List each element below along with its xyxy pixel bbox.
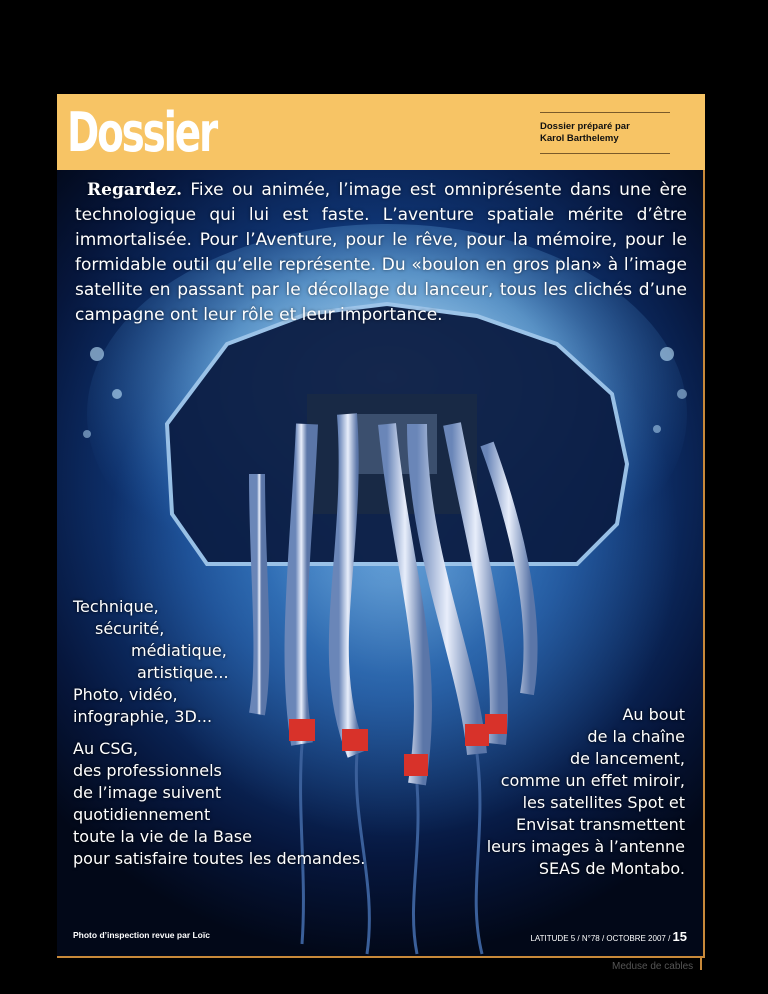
intro-body: Fixe ou animée, l’image est omniprésente dans une ère technologique qui lui est faste. L’aventure spatiale mérite d’être immortalisée. Pour l’Aventure, pour le rêve, pour la mémoire, pour le formidable outil qu’elle représente. Du «boulon en gros plan» à l’image satellite en passant par le décollage du lanceur, tous les clichés d’une campagne ont leur rôle et leur importance. bbox=[75, 180, 687, 325]
photo-credit: Photo d’inspection revue par Loïc bbox=[73, 930, 210, 940]
left-line: quotidiennement bbox=[73, 805, 211, 824]
section-header bbox=[57, 94, 705, 170]
left-line: toute la vie de la Base bbox=[73, 827, 252, 846]
credit-line-2: Karol Barthelemy bbox=[540, 133, 619, 144]
frame-bottom-rule bbox=[57, 956, 705, 958]
right-line: les satellites Spot et bbox=[522, 793, 685, 812]
left-line: Photo, vidéo, bbox=[73, 685, 178, 704]
right-line: comme un effet miroir, bbox=[500, 771, 685, 790]
folio-text: LATITUDE 5 / N°78 / OCTOBRE 2007 / bbox=[530, 934, 671, 943]
right-line: Au bout bbox=[622, 705, 685, 724]
right-text-block bbox=[487, 704, 685, 880]
intro-lead: Regardez. bbox=[87, 180, 183, 200]
left-line: médiatique, bbox=[131, 641, 227, 660]
frame-right-rule bbox=[703, 170, 705, 958]
page-number: 15 bbox=[672, 929, 687, 944]
right-line: Envisat transmettent bbox=[515, 815, 685, 834]
section-title: Dossier bbox=[67, 101, 217, 164]
left-line: artistique... bbox=[137, 663, 229, 682]
left-line: Technique, bbox=[73, 597, 159, 616]
left-line: sécurité, bbox=[95, 619, 165, 638]
caption-rule bbox=[700, 958, 702, 970]
right-line: de lancement, bbox=[569, 749, 685, 768]
left-line: infographie, 3D... bbox=[73, 707, 213, 726]
intro-paragraph bbox=[75, 178, 687, 328]
left-line: de l’image suivent bbox=[73, 783, 222, 802]
right-line: SEAS de Montabo. bbox=[538, 859, 685, 878]
left-line: Au CSG, bbox=[73, 739, 138, 758]
right-line: leurs images à l’antenne bbox=[486, 837, 685, 856]
left-line: des professionnels bbox=[73, 761, 222, 780]
credit-line-1: Dossier préparé par bbox=[540, 121, 630, 132]
author-credit bbox=[540, 112, 670, 154]
magazine-page bbox=[57, 94, 705, 958]
folio bbox=[530, 929, 687, 944]
left-line: pour satisfaire toutes les demandes. bbox=[73, 849, 366, 868]
image-caption: Meduse de cables bbox=[612, 961, 694, 972]
left-text-block bbox=[73, 596, 365, 870]
right-line: de la chaîne bbox=[587, 727, 685, 746]
